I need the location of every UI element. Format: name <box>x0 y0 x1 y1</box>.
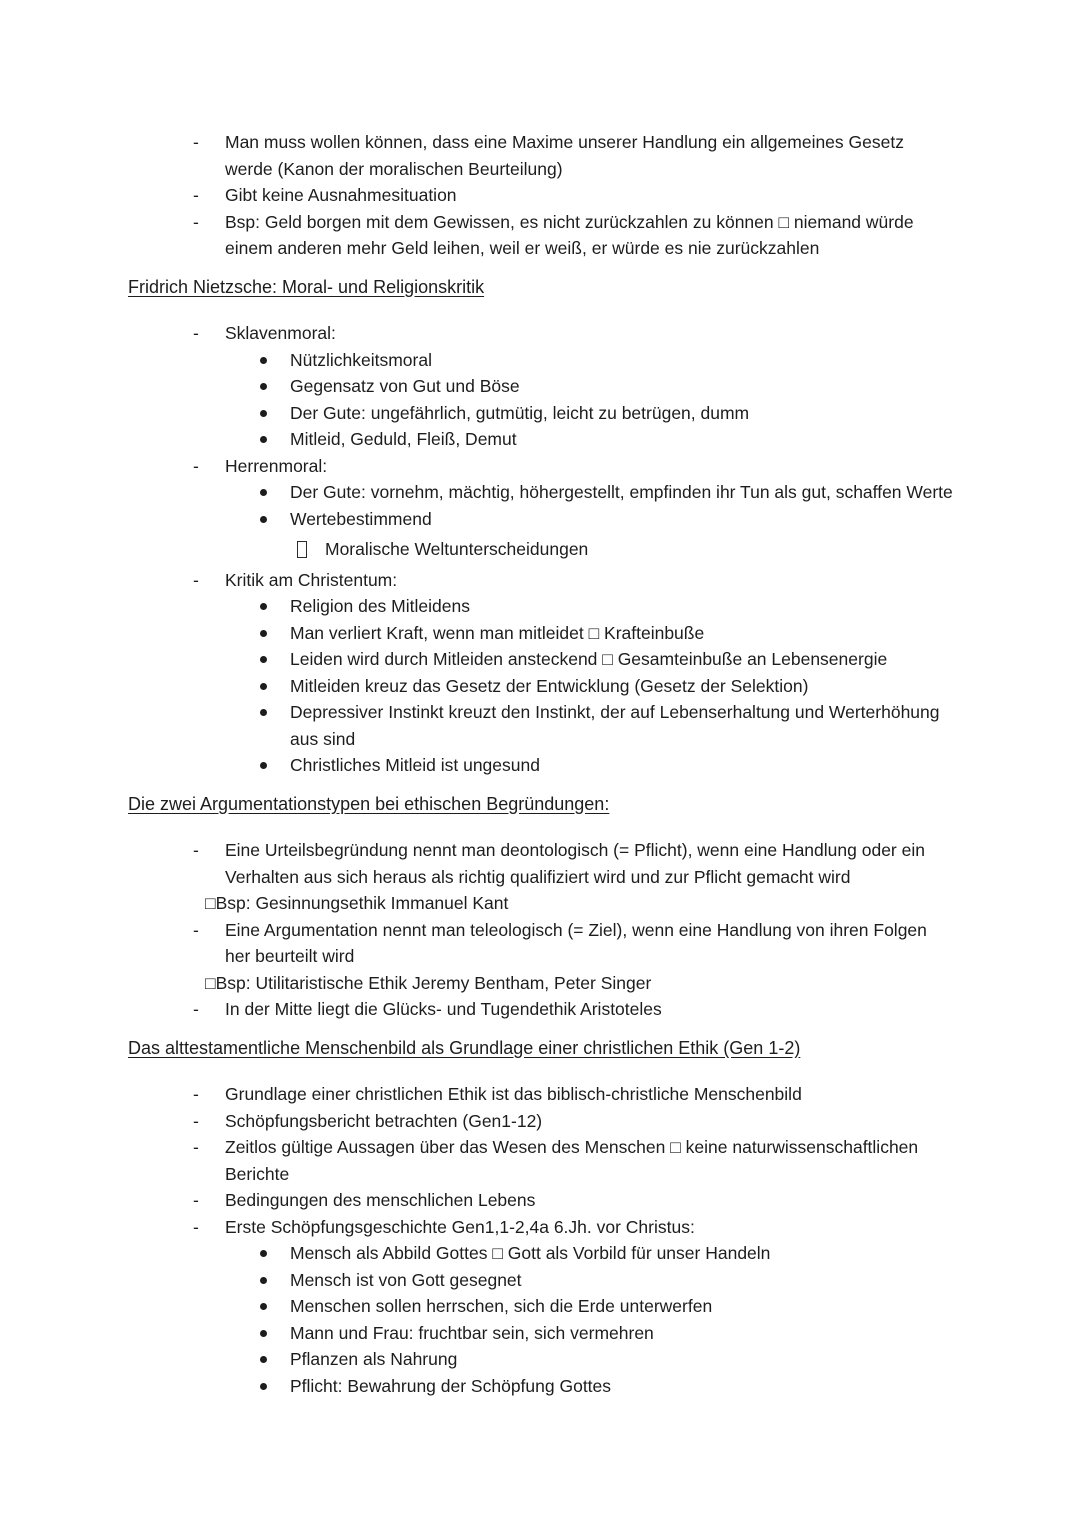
bullet-dot-icon <box>260 683 267 690</box>
list-item <box>128 1187 953 1214</box>
missing-glyph-box-icon <box>297 541 307 558</box>
dash-marker: - <box>193 1216 199 1237</box>
list-item <box>128 453 953 480</box>
bullet-marker <box>260 646 290 663</box>
list-item <box>128 1346 953 1373</box>
list-item <box>128 699 953 752</box>
item-text: Pflicht: Bewahrung der Schöpfung Gottes <box>290 1375 612 1396</box>
list-item <box>128 1373 953 1400</box>
dash-marker: - <box>193 1084 199 1104</box>
list-item <box>128 320 953 347</box>
bullet-dot-icon <box>260 709 267 716</box>
bullet-dot-icon <box>260 762 267 769</box>
dash-marker: - <box>193 323 199 343</box>
bullet-dot-icon <box>260 516 267 523</box>
item-text: Sklavenmoral: <box>225 323 336 343</box>
list-item <box>128 996 953 1023</box>
list-item <box>128 506 953 533</box>
bullet-dot-icon <box>260 1250 267 1257</box>
item-text: Religion des Mitleidens <box>290 596 470 616</box>
list-item <box>128 373 953 400</box>
list-item <box>128 1134 953 1187</box>
list-item <box>128 426 953 453</box>
bullet-marker <box>260 347 290 364</box>
item-text: Nützlichkeitsmoral <box>290 349 432 370</box>
list-item <box>128 347 953 374</box>
list-item <box>128 837 953 890</box>
dash-marker: - <box>193 455 199 476</box>
bullet-dot-icon <box>260 489 267 496</box>
list-item <box>128 182 953 209</box>
list-item <box>128 1293 953 1320</box>
list-item <box>128 646 953 673</box>
item-text: Pflanzen als Nahrung <box>290 1349 458 1369</box>
section <box>128 129 953 262</box>
bullet-dot-icon <box>260 436 267 443</box>
bullet-dot-icon <box>260 656 267 663</box>
item-text: Man muss wollen können, dass eine Maxime unserer Handlung ein allgemeines Gesetz werde (Kanon der moralischen Beurteilung) <box>225 132 904 179</box>
bullet-marker <box>260 1240 290 1257</box>
dash-marker: - <box>193 1110 199 1131</box>
list-item <box>128 890 953 917</box>
bullet-marker <box>260 426 290 443</box>
item-text: Depressiver Instinkt kreuzt den Instinkt, der auf Lebenserhaltung und Werterhöhung aus sind <box>290 702 940 749</box>
list-item <box>128 673 953 700</box>
dash-marker: - <box>193 211 199 232</box>
bullet-marker <box>260 479 290 496</box>
box-marker <box>297 536 325 558</box>
bullet-marker <box>260 400 290 417</box>
dash-marker: - <box>193 1137 199 1157</box>
bullet-dot-icon <box>260 1277 267 1284</box>
dash-marker: - <box>193 999 199 1019</box>
item-text: Mann und Frau: fruchtbar sein, sich vermehren <box>290 1322 654 1343</box>
list-item <box>128 970 953 997</box>
bullet-marker <box>260 506 290 523</box>
bullet-marker <box>260 1373 290 1390</box>
item-text: □Bsp: Gesinnungsethik Immanuel Kant <box>205 893 509 913</box>
item-text: Gibt keine Ausnahmesituation <box>225 185 457 205</box>
item-text: Leiden wird durch Mitleiden ansteckend □ Gesamteinbuße an Lebensenergie <box>290 649 888 669</box>
section-heading: Fridrich Nietzsche: Moral- und Religionskritik <box>128 276 485 297</box>
bullet-marker <box>260 673 290 690</box>
item-text: Mitleiden kreuz das Gesetz der Entwicklung (Gesetz der Selektion) <box>290 675 809 696</box>
item-text: Der Gute: vornehm, mächtig, höhergestellt, empfinden ihr Tun als gut, schaffen Werte <box>290 482 953 502</box>
dash-marker: - <box>193 569 199 590</box>
bullet-dot-icon <box>260 1303 267 1310</box>
item-text: Grundlage einer christlichen Ethik ist das biblisch-christliche Menschenbild <box>225 1084 802 1104</box>
item-text: In der Mitte liegt die Glücks- und Tugendethik Aristoteles <box>225 999 662 1019</box>
bullet-marker <box>260 620 290 637</box>
bullet-dot-icon <box>260 630 267 637</box>
item-text: Kritik am Christentum: <box>225 569 398 590</box>
item-text: Eine Argumentation nennt man teleologisch (= Ziel), wenn eine Handlung von ihren Folgen her beurteilt wird <box>225 919 927 966</box>
item-text: Moralische Weltunterscheidungen <box>325 539 589 559</box>
bullet-dot-icon <box>260 383 267 390</box>
bullet-dot-icon <box>260 1383 267 1390</box>
section <box>128 791 953 1023</box>
bullet-dot-icon <box>260 1330 267 1337</box>
list-item <box>128 567 953 594</box>
bullet-dot-icon <box>260 603 267 610</box>
item-text: Bsp: Geld borgen mit dem Gewissen, es nicht zurückzahlen zu können □ niemand würde einem anderen mehr Geld leihen, weil er weiß, er würde es nie zurückzahlen <box>225 211 914 258</box>
bullet-dot-icon <box>260 357 267 364</box>
section-heading: Die zwei Argumentationstypen bei ethischen Begründungen: <box>128 793 610 814</box>
bullet-marker <box>260 699 290 716</box>
bullet-marker <box>260 593 290 610</box>
list-item <box>128 400 953 427</box>
list-item <box>128 209 953 262</box>
dash-marker: - <box>193 185 199 205</box>
list-item <box>128 129 953 182</box>
item-text: Man verliert Kraft, wenn man mitleidet □ Krafteinbuße <box>290 622 705 643</box>
bullet-marker <box>260 752 290 769</box>
list-item <box>128 1267 953 1294</box>
bullet-dot-icon <box>260 410 267 417</box>
dash-marker: - <box>193 840 199 860</box>
section-heading: Das alttestamentliche Menschenbild als Grundlage einer christlichen Ethik (Gen 1-2) <box>128 1037 801 1058</box>
item-text: Mensch ist von Gott gesegnet <box>290 1269 522 1290</box>
list-item <box>128 1320 953 1347</box>
list-item <box>128 1214 953 1241</box>
item-text: Herrenmoral: <box>225 455 328 476</box>
item-text: Erste Schöpfungsgeschichte Gen1,1-2,4a 6.Jh. vor Christus: <box>225 1216 695 1237</box>
bullet-marker <box>260 1320 290 1337</box>
item-text: Gegensatz von Gut und Böse <box>290 376 520 396</box>
item-text: Christliches Mitleid ist ungesund <box>290 755 540 775</box>
item-text: Mitleid, Geduld, Fleiß, Demut <box>290 429 517 449</box>
item-text: Der Gute: ungefährlich, gutmütig, leicht zu betrügen, dumm <box>290 402 750 423</box>
dash-marker: - <box>193 919 199 940</box>
list-item <box>128 593 953 620</box>
bullet-marker <box>260 373 290 390</box>
list-item <box>128 752 953 779</box>
bullet-marker <box>260 1293 290 1310</box>
item-text: □Bsp: Utilitaristische Ethik Jeremy Bentham, Peter Singer <box>205 972 652 993</box>
list-item <box>128 620 953 647</box>
list-item <box>128 917 953 970</box>
bullet-marker <box>260 1346 290 1363</box>
list-item <box>128 1240 953 1267</box>
bullet-dot-icon <box>260 1356 267 1363</box>
list-item <box>128 536 953 563</box>
dash-marker: - <box>193 132 199 152</box>
list-item <box>128 1081 953 1108</box>
section <box>128 274 953 779</box>
section <box>128 1035 953 1400</box>
item-text: Zeitlos gültige Aussagen über das Wesen des Menschen □ keine naturwissenschaftlichen Berichte <box>225 1137 919 1184</box>
item-text: Eine Urteilsbegründung nennt man deontologisch (= Pflicht), wenn eine Handlung oder ein Verhalten aus sich heraus als richtig qualifiziert wird und zur Pflicht gemacht wird <box>225 840 925 887</box>
item-text: Bedingungen des menschlichen Lebens <box>225 1190 536 1210</box>
bullet-marker <box>260 1267 290 1284</box>
dash-marker: - <box>193 1190 199 1210</box>
item-text: Menschen sollen herrschen, sich die Erde unterwerfen <box>290 1296 713 1316</box>
item-text: Wertebestimmend <box>290 508 432 529</box>
item-text: Schöpfungsbericht betrachten (Gen1-12) <box>225 1110 543 1131</box>
list-item <box>128 479 953 506</box>
item-text: Mensch als Abbild Gottes □ Gott als Vorbild für unser Handeln <box>290 1243 771 1263</box>
list-item <box>128 1108 953 1135</box>
document-body <box>128 129 953 1399</box>
